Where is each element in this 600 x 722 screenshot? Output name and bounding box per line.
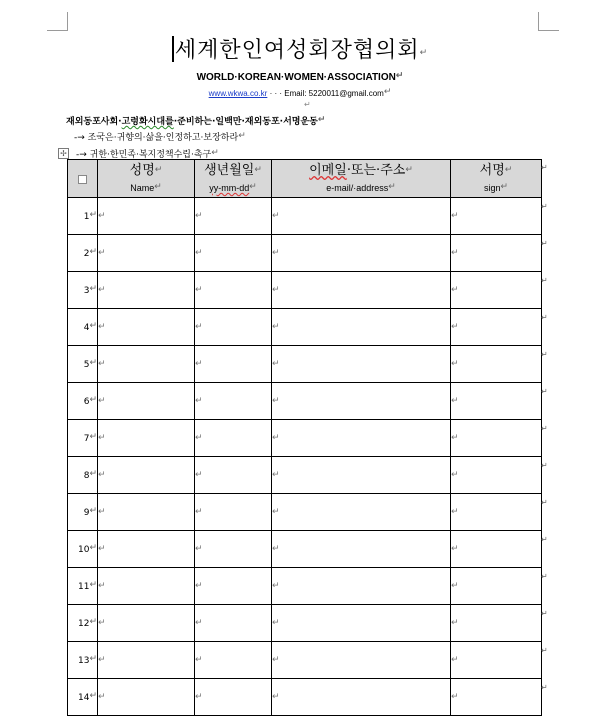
contact-email: Email: 5220011@gmail.com (284, 89, 384, 98)
row-number (68, 198, 98, 235)
name-cell[interactable] (98, 679, 195, 716)
row-number (68, 605, 98, 642)
sign-cell[interactable] (451, 457, 542, 494)
table-header-row (68, 160, 542, 198)
sign-cell[interactable] (451, 494, 542, 531)
crop-mark-top-left (47, 12, 68, 31)
cell-mark: ↵ (272, 285, 280, 295)
birthdate-cell[interactable] (195, 531, 272, 568)
cell-mark: ↵ (272, 322, 280, 332)
name-cell[interactable] (98, 309, 195, 346)
row-number-text: 10 (78, 545, 90, 555)
table-row (68, 605, 542, 642)
cell-mark: ↵ (272, 211, 280, 221)
sign-cell[interactable] (451, 309, 542, 346)
name-cell[interactable] (98, 198, 195, 235)
cell-mark: ↵ (98, 655, 106, 665)
cell-mark: ↵ (89, 469, 97, 479)
paragraph-mark: ↵ (154, 181, 162, 191)
cell-mark: ↵ (272, 692, 280, 702)
header-birthdate-en: yy-mm-dd (209, 183, 250, 193)
row-end-mark: ↵ (541, 163, 548, 172)
cell-mark: ↵ (451, 507, 459, 517)
header-name-ko: 성명 (129, 163, 155, 178)
cell-mark: ↵ (195, 248, 203, 258)
cell-mark: ↵ (272, 248, 280, 258)
row-number (68, 235, 98, 272)
paragraph-mark: ↵ (254, 165, 262, 175)
table-row (68, 531, 542, 568)
cell-mark: ↵ (272, 470, 280, 480)
cell-mark: ↵ (195, 618, 203, 628)
birthdate-cell[interactable] (195, 383, 272, 420)
cell-mark: ↵ (89, 543, 97, 553)
cell-mark: ↵ (272, 581, 280, 591)
birthdate-cell[interactable] (195, 642, 272, 679)
header-birthdate-ko: 생년월일 (204, 163, 255, 178)
table-row (68, 383, 542, 420)
paragraph-mark: ↵ (238, 131, 246, 141)
cell-mark: ↵ (272, 655, 280, 665)
row-end-mark: ↵ (541, 313, 548, 322)
sign-cell[interactable] (451, 383, 542, 420)
row-end-mark: ↵ (541, 350, 548, 359)
header-email-en: e-mail/·address (326, 183, 389, 193)
header-birthdate (195, 160, 272, 198)
paragraph-mark: ↵ (388, 181, 396, 191)
row-number (68, 568, 98, 605)
cell-mark: ↵ (451, 470, 459, 480)
row-number (68, 642, 98, 679)
cell-mark: ↵ (272, 433, 280, 443)
paragraph-mark: ↵ (249, 181, 257, 191)
paragraph-mark: ↵ (504, 165, 513, 175)
paragraph-mark: ↵ (317, 115, 326, 125)
row-end-mark: ↵ (541, 239, 548, 248)
cell-mark: ↵ (451, 322, 459, 332)
birthdate-cell[interactable] (195, 568, 272, 605)
paragraph-mark: ↵ (500, 181, 509, 191)
crop-mark-top-right (538, 12, 559, 31)
paragraph-mark: ↵ (211, 148, 219, 158)
cell-mark: ↵ (98, 507, 106, 517)
birthdate-cell[interactable] (195, 346, 272, 383)
cell-mark: ↵ (98, 248, 106, 258)
cell-mark: ↵ (98, 470, 106, 480)
cell-mark: ↵ (451, 211, 459, 221)
row-number-text: 4 (83, 323, 90, 333)
sign-cell[interactable] (451, 235, 542, 272)
name-cell[interactable] (98, 494, 195, 531)
cell-mark: ↵ (272, 618, 280, 628)
cell-mark: ↵ (272, 544, 280, 554)
cell-mark: ↵ (89, 210, 97, 220)
cell-mark: ↵ (89, 432, 97, 442)
cell-mark: ↵ (89, 321, 97, 331)
cell-mark: ↵ (195, 470, 203, 480)
paragraph-mark: ↵ (383, 86, 392, 96)
sign-cell[interactable] (451, 642, 542, 679)
cell-mark: ↵ (89, 284, 97, 294)
sign-cell[interactable] (451, 531, 542, 568)
subtitle-text: WORLD·KOREAN·WOMEN·ASSOCIATION (196, 72, 396, 83)
bullet-2-text: -→ 귀한·한민족·복지정책수립·촉구 (76, 150, 212, 160)
birthdate-cell[interactable] (195, 272, 272, 309)
email-cell[interactable] (272, 494, 451, 531)
row-number (68, 457, 98, 494)
row-number-text: 12 (78, 619, 90, 629)
cell-mark: ↵ (98, 322, 106, 332)
header-sign-en: sign (483, 183, 501, 193)
birthdate-cell[interactable] (195, 309, 272, 346)
cell-select-icon[interactable] (78, 175, 87, 184)
contact-separator: · · · (269, 89, 282, 98)
row-end-mark: ↵ (541, 683, 548, 692)
cell-mark: ↵ (195, 285, 203, 295)
header-sign (451, 160, 542, 198)
cell-mark: ↵ (98, 285, 106, 295)
row-end-mark: ↵ (541, 202, 548, 211)
row-end-mark: ↵ (541, 424, 548, 433)
bullet-1-text: -→ 조국은·귀향의·삶을·인정하고·보장하라 (74, 133, 239, 143)
birthdate-cell[interactable] (195, 457, 272, 494)
row-number (68, 494, 98, 531)
row-end-mark: ↵ (541, 646, 548, 655)
cell-mark: ↵ (89, 691, 97, 701)
email-cell[interactable] (272, 642, 451, 679)
email-cell[interactable] (272, 679, 451, 716)
cell-mark: ↵ (195, 692, 203, 702)
birthdate-cell[interactable] (195, 679, 272, 716)
cell-mark: ↵ (195, 322, 203, 332)
cell-mark: ↵ (98, 581, 106, 591)
birthdate-cell[interactable] (195, 605, 272, 642)
cell-mark: ↵ (451, 433, 459, 443)
row-number-text: 9 (83, 508, 90, 518)
header-number (68, 160, 98, 198)
birthdate-cell[interactable] (195, 494, 272, 531)
row-number (68, 309, 98, 346)
birthdate-cell[interactable] (195, 235, 272, 272)
cell-mark: ↵ (98, 211, 106, 221)
cell-mark: ↵ (98, 544, 106, 554)
cell-mark: ↵ (98, 396, 106, 406)
row-end-mark: ↵ (541, 387, 548, 396)
sign-cell[interactable] (451, 568, 542, 605)
cell-mark: ↵ (195, 507, 203, 517)
table-row (68, 346, 542, 383)
cell-mark: ↵ (89, 358, 97, 368)
cell-mark: ↵ (195, 544, 203, 554)
row-number-text: 13 (78, 656, 90, 666)
intro-line (66, 114, 325, 127)
title-text: 세계한인여성회장협의회 (174, 38, 420, 63)
website-link[interactable]: www.wkwa.co.kr (208, 89, 268, 98)
name-cell[interactable] (98, 346, 195, 383)
cell-mark: ↵ (98, 692, 106, 702)
sign-cell[interactable] (451, 679, 542, 716)
paragraph-mark: ↵ (395, 70, 404, 80)
header-email (272, 160, 451, 198)
paragraph-mark: ↵ (304, 100, 311, 109)
email-cell[interactable] (272, 457, 451, 494)
birthdate-cell[interactable] (195, 420, 272, 457)
cell-mark: ↵ (451, 396, 459, 406)
row-end-mark: ↵ (541, 572, 548, 581)
cell-mark: ↵ (195, 655, 203, 665)
table-row (68, 457, 542, 494)
cell-mark: ↵ (195, 433, 203, 443)
paragraph-mark: ↵ (405, 165, 413, 175)
row-number (68, 531, 98, 568)
row-number-text: 14 (78, 693, 90, 703)
cell-mark: ↵ (451, 581, 459, 591)
cell-mark: ↵ (89, 395, 97, 405)
cell-mark: ↵ (272, 396, 280, 406)
email-cell[interactable] (272, 531, 451, 568)
header-name (98, 160, 195, 198)
cell-mark: ↵ (451, 544, 459, 554)
email-cell[interactable] (272, 309, 451, 346)
sign-cell[interactable] (451, 272, 542, 309)
name-cell[interactable] (98, 568, 195, 605)
row-number-text: 11 (78, 582, 90, 592)
intro-prefix: 재외동포사회· (66, 117, 122, 127)
row-number (68, 383, 98, 420)
email-cell[interactable] (272, 420, 451, 457)
cell-mark: ↵ (89, 247, 97, 257)
signature-table (67, 159, 542, 716)
cell-mark: ↵ (195, 396, 203, 406)
table-row (68, 198, 542, 235)
bullet-1 (74, 130, 246, 143)
name-cell[interactable] (98, 531, 195, 568)
row-number (68, 420, 98, 457)
row-number-text: 8 (83, 471, 90, 481)
cell-mark: ↵ (98, 433, 106, 443)
name-cell[interactable] (98, 457, 195, 494)
row-number-text: 7 (83, 434, 90, 444)
row-number-text: 1 (83, 212, 90, 222)
row-number-text: 5 (83, 360, 90, 370)
row-number (68, 679, 98, 716)
cell-mark: ↵ (451, 285, 459, 295)
row-end-mark: ↵ (541, 461, 548, 470)
row-end-mark: ↵ (541, 276, 548, 285)
sign-cell[interactable] (451, 346, 542, 383)
header-name-en: Name (130, 183, 155, 193)
text-cursor (172, 36, 174, 62)
sign-cell[interactable] (451, 420, 542, 457)
cell-mark: ↵ (89, 617, 97, 627)
table-row (68, 272, 542, 309)
row-number-text: 3 (83, 286, 90, 296)
email-cell[interactable] (272, 383, 451, 420)
cell-mark: ↵ (272, 507, 280, 517)
cell-mark: ↵ (451, 359, 459, 369)
contact-line (0, 86, 600, 98)
name-cell[interactable] (98, 642, 195, 679)
email-cell[interactable] (272, 235, 451, 272)
cell-mark: ↵ (98, 618, 106, 628)
sign-cell[interactable] (451, 605, 542, 642)
header-sign-ko: 서명 (479, 163, 505, 178)
cell-mark: ↵ (195, 581, 203, 591)
document-title[interactable] (0, 33, 600, 64)
name-cell[interactable] (98, 383, 195, 420)
intro-spellcheck-word: 고령화시대를 (121, 117, 174, 127)
cell-mark: ↵ (272, 359, 280, 369)
cell-mark: ↵ (195, 211, 203, 221)
birthdate-cell[interactable] (195, 198, 272, 235)
cell-mark: ↵ (89, 506, 97, 516)
row-number-text: 2 (83, 249, 90, 259)
intro-suffix: ·준비하는·일백만·재외동포·서명운동 (173, 117, 318, 127)
paragraph-mark: ↵ (154, 165, 163, 175)
row-end-mark: ↵ (541, 498, 548, 507)
paragraph-mark: ↵ (419, 48, 429, 58)
name-cell[interactable] (98, 605, 195, 642)
table-move-handle-icon[interactable]: ✢ (58, 148, 69, 159)
sign-cell[interactable] (451, 198, 542, 235)
header-email-ko-b: ·또는·주소 (346, 163, 406, 178)
row-end-mark: ↵ (541, 535, 548, 544)
name-cell[interactable] (98, 235, 195, 272)
table-row (68, 568, 542, 605)
table-row (68, 235, 542, 272)
cell-mark: ↵ (89, 654, 97, 664)
cell-mark: ↵ (98, 359, 106, 369)
email-cell[interactable] (272, 272, 451, 309)
row-end-mark: ↵ (541, 609, 548, 618)
email-cell[interactable] (272, 568, 451, 605)
table-row (68, 420, 542, 457)
email-cell[interactable] (272, 605, 451, 642)
cell-mark: ↵ (451, 692, 459, 702)
cell-mark: ↵ (451, 655, 459, 665)
table-row (68, 494, 542, 531)
name-cell[interactable] (98, 420, 195, 457)
row-number-text: 6 (83, 397, 90, 407)
cell-mark: ↵ (195, 359, 203, 369)
table-row (68, 309, 542, 346)
cell-mark: ↵ (451, 618, 459, 628)
header-email-ko-a: 이메일 (309, 163, 347, 178)
document-subtitle (0, 70, 600, 83)
row-number (68, 346, 98, 383)
email-cell[interactable] (272, 198, 451, 235)
table-row (68, 679, 542, 716)
cell-mark: ↵ (89, 580, 97, 590)
row-number (68, 272, 98, 309)
cell-mark: ↵ (451, 248, 459, 258)
table-row (68, 642, 542, 679)
email-cell[interactable] (272, 346, 451, 383)
name-cell[interactable] (98, 272, 195, 309)
